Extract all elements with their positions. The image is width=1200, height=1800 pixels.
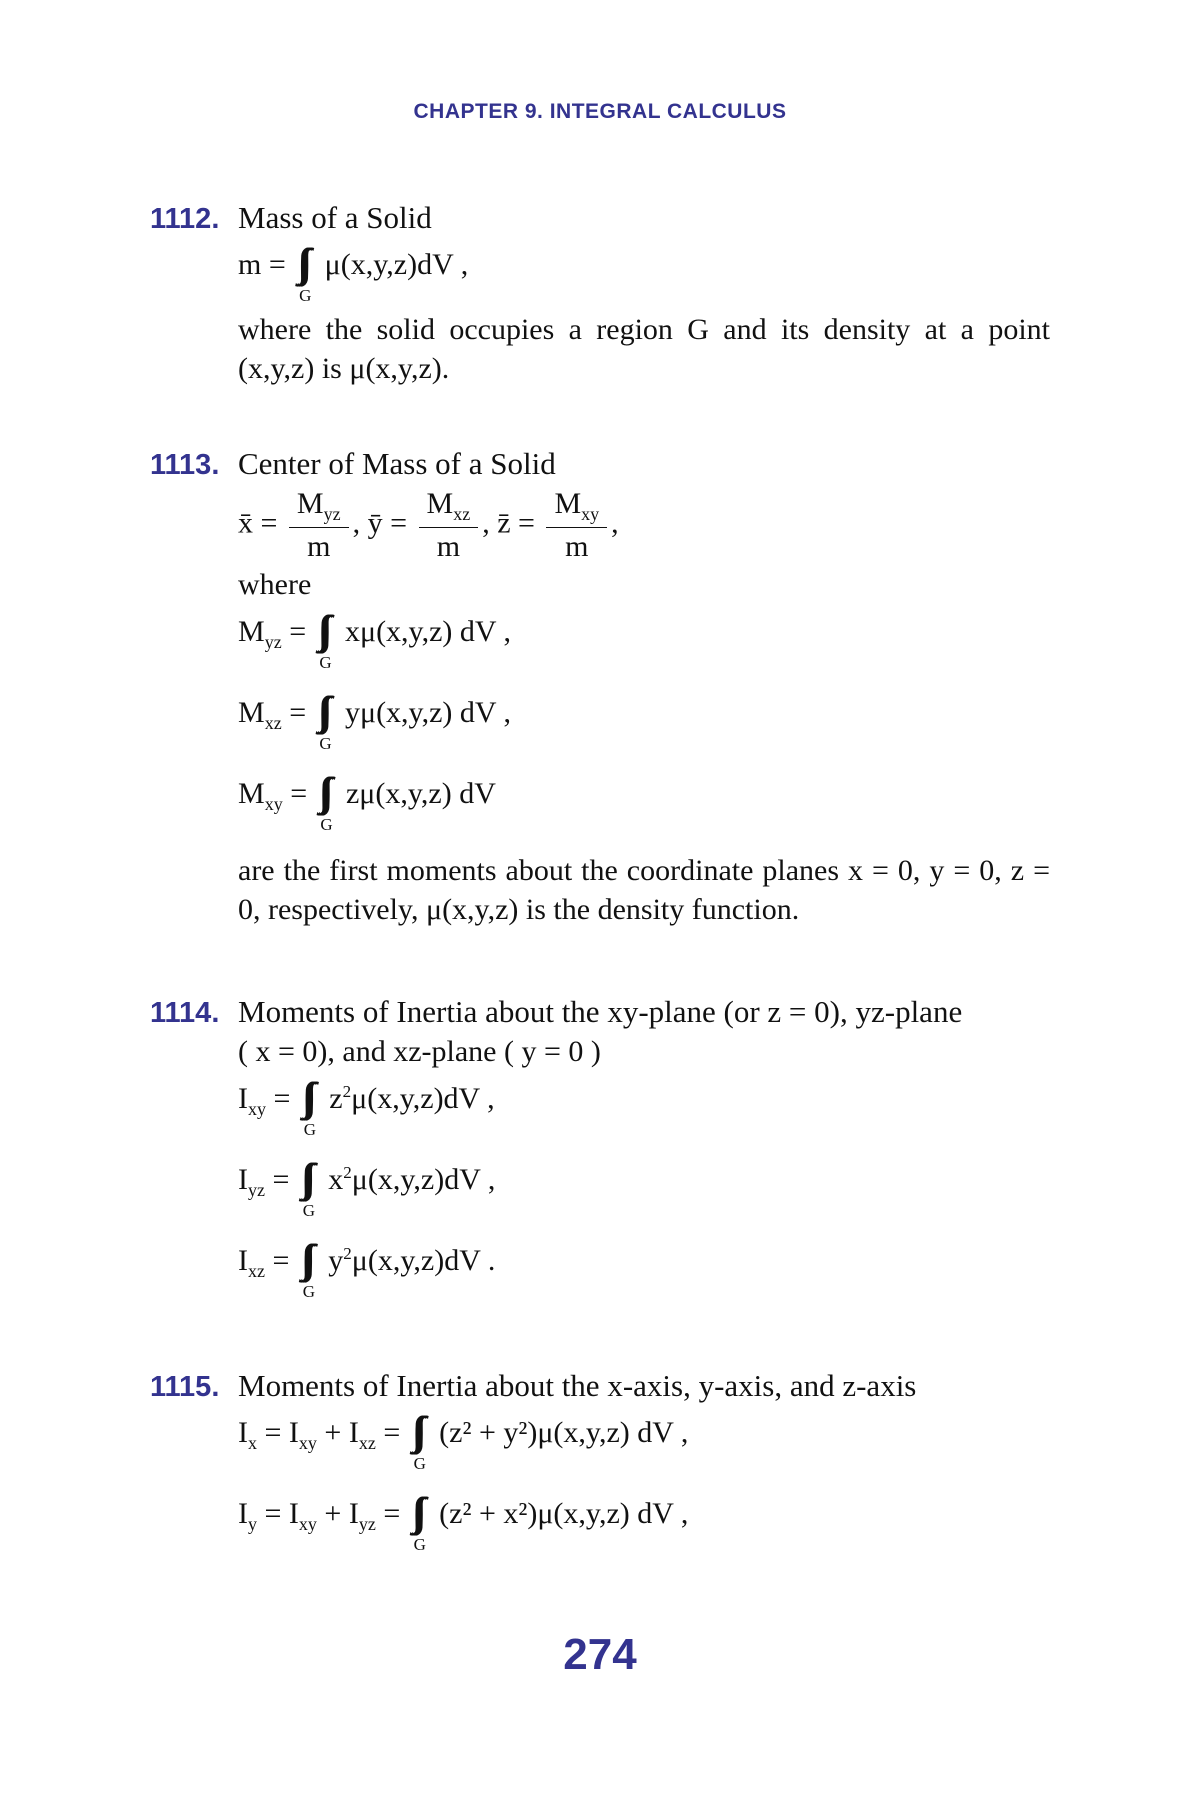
section-number: 1115.: [150, 1371, 220, 1403]
iyz-equation: $I_{yz}$ = ∫∫∫ G $x^2\mu(x,y,z)dV$ ,: [238, 1155, 496, 1220]
mxz-equation: $M_{xz}$ = ∫∫∫ G yμ(x,y,z) dV ,: [238, 688, 512, 753]
triple-integral-sign: ∫∫∫ G: [297, 240, 312, 305]
section-number: 1113.: [150, 449, 220, 481]
section-1112: [150, 198, 1050, 388]
section-title: 1113. Center of Mass of a Solid: [150, 444, 1050, 485]
ixz-equation: $I_{xz}$ = ∫∫∫ G $y^2\mu(x,y,z)dV$ .: [238, 1236, 496, 1301]
section-title: 1114. Moments of Inertia about the xy-plane (or z = 0), yz-plane: [150, 992, 1050, 1033]
section-title: 1112. Mass of a Solid: [150, 198, 1050, 239]
mass-equation: m = ∫∫∫ G μ(x,y,z)dV ,: [238, 240, 469, 305]
ix-equation: $I_x = I_{xy} + I_{xz}$ = ∫∫∫ G (z² + y²)μ(x,y,z) dV ,: [238, 1408, 689, 1473]
paragraph: are the first moments about the coordinate planes x = 0, y = 0, z = 0, respectively, μ(x,y,z) is the density function.: [238, 854, 1050, 926]
where-label: where: [238, 568, 312, 601]
myz-equation: $M_{yz}$ = ∫∫∫ G xμ(x,y,z) dV ,: [238, 607, 512, 672]
triple-integral-sign: ∫∫∫ G: [317, 688, 332, 753]
section-title: 1115. Moments of Inertia about the x-axis, y-axis, and z-axis: [150, 1366, 1050, 1407]
section-number: 1112.: [150, 203, 220, 235]
fraction: $\frac{M_{yz}}{m}$: [289, 487, 349, 564]
center-of-mass-equation: x̄ = $\frac{M_{yz}}{m}$ , ȳ = $\frac{M_{xz}}{m}$ , z̄ = $\frac{M_{xy}}{m}$ ,: [238, 487, 619, 563]
fraction: $\frac{M_{xz}}{m}$: [419, 487, 479, 564]
triple-integral-sign: ∫∫∫ G: [411, 1408, 426, 1473]
iy-equation: $I_y = I_{xy} + I_{yz}$ = ∫∫∫ G (z² + x²)μ(x,y,z) dV ,: [238, 1489, 689, 1554]
triple-integral-sign: ∫∫∫ G: [317, 607, 332, 672]
triple-integral-sign: ∫∫∫ G: [300, 1155, 315, 1220]
page-number: 274: [563, 1630, 637, 1679]
triple-integral-sign: ∫∫∫ G: [301, 1074, 316, 1139]
section-number: 1114.: [150, 997, 220, 1029]
triple-integral-sign: ∫∫∫ G: [318, 769, 333, 834]
section-1115: [150, 1366, 1050, 1554]
paragraph: where the solid occupies a region G and its density at a point (x,y,z) is μ(x,y,z).: [238, 313, 1050, 385]
fraction: $\frac{M_{xy}}{m}$: [546, 487, 607, 564]
triple-integral-sign: ∫∫∫ G: [411, 1489, 426, 1554]
running-header: CHAPTER 9. INTEGRAL CALCULUS: [413, 100, 787, 123]
section-1114: [150, 992, 1050, 1301]
ixy-equation: $I_{xy}$ = ∫∫∫ G $z^2\mu(x,y,z)dV$ ,: [238, 1074, 495, 1139]
mxy-equation: $M_{xy}$ = ∫∫∫ G zμ(x,y,z) dV: [238, 769, 496, 834]
triple-integral-sign: ∫∫∫ G: [300, 1236, 315, 1301]
section-1113: [150, 444, 1050, 929]
section-title-line2: ( x = 0), and xz-plane ( y = 0 ): [238, 1035, 601, 1068]
